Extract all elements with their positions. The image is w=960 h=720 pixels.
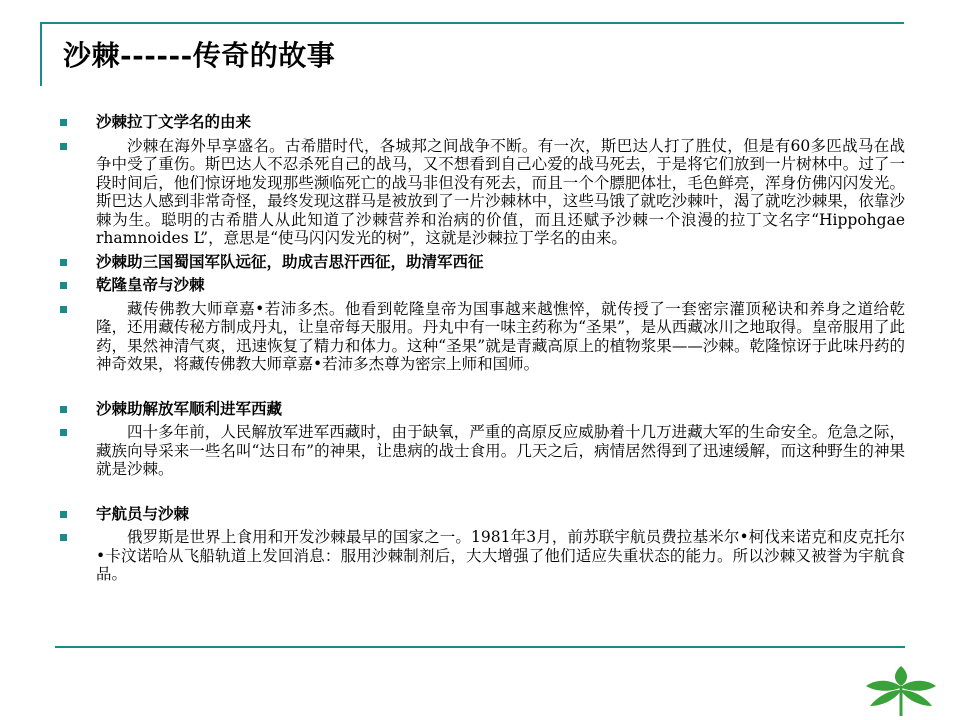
item-text: 沙棘助解放军顺利进军西藏 [96,398,283,418]
list-item [60,113,905,132]
list-item [60,423,905,479]
bullet-list [60,113,905,589]
square-bullet-icon [60,119,67,126]
item-text: 藏传佛教大师章嘉•若沛多杰。他看到乾隆皇帝为国事越来越憔悴，就传授了一套密宗灌顶秘诀和养身之道给乾隆，还用藏传秘方制成丹丸，让皇帝每天服用。丹丸中有一味主药称为“圣果”，是从西藏冰川之地取得。皇帝服用了此药，果然神清气爽，迅速恢复了精力和体力。这种“圣果”就是青藏高原上的植物浆果——沙棘。乾隆惊讶于此味丹药的神奇效果，将藏传佛教大师章嘉•若沛多杰尊为密宗上师和国师。 [96,299,905,373]
title-top-rule [40,22,904,24]
item-text: 宇航员与沙棘 [96,503,190,523]
square-bullet-icon [60,259,67,266]
item-text: 乾隆皇帝与沙棘 [96,275,205,294]
square-bullet-icon [60,282,67,289]
square-bullet-icon [60,306,67,313]
leaf-logo-icon [858,660,944,718]
title-left-rule [40,22,42,86]
list-item [60,253,905,272]
square-bullet-icon [60,511,67,518]
item-text: 四十多年前，人民解放军进军西藏时，由于缺氧，严重的高原反应威胁着十几万进藏大军的生命安全。危急之际，藏族向导采来一些名叫“达日布”的神果，让患病的战士食用。几天之后，病情居然得到了迅速缓解，而这种野生的神果就是沙棘。 [96,423,905,478]
list-item [60,300,905,374]
slide-title: 沙棘------传奇的故事 [63,39,336,72]
list-item [60,400,905,419]
square-bullet-icon [60,406,67,413]
square-bullet-icon [60,429,67,436]
item-text: 沙棘在海外早享盛名。古希腊时代，各城邦之间战争不断。有一次，斯巴达人打了胜仗，但是有60多匹战马在战争中受了重伤。斯巴达人不忍杀死自己的战马，又不想看到自己心爱的战马死去，于是将它们放到一片树林中。过了一段时间后，他们惊讶地发现那些濒临死亡的战马非但没有死去，而且一个个膘肥体壮，毛色鲜亮，浑身仿佛闪闪发光。斯巴达人感到非常奇怪，最终发现这群马是被放到了一片沙棘林中，这些马饿了就吃沙棘叶，渴了就吃沙棘果，依靠沙棘为生。聪明的古希腊人从此知道了沙棘营养和治病的价值，而且还赋予沙棘一个浪漫的拉丁文名字“Hippohgae rhamnoides L”，意思是“使马闪闪发光的树”，这就是沙棘拉丁学名的由来。 [96,136,905,247]
footer-rule [55,646,905,648]
square-bullet-icon [60,143,67,150]
list-item [60,505,905,524]
list-item [60,137,905,248]
square-bullet-icon [60,534,67,541]
item-text: 俄罗斯是世界上食用和开发沙棘最早的国家之一。1981年3月，前苏联宇航员费拉基米尔•柯伐来诺克和皮克托尔•卡汶诺哈从飞船轨道上发回消息：服用沙棘制剂后，大大增强了他们适应失重状态的能力。所以沙棘又被誉为宇航食品。 [96,528,905,583]
item-text: 沙棘助三国蜀国军队远征，助成吉思汗西征，助清军西征 [96,251,484,271]
list-item [60,528,905,584]
item-text: 沙棘拉丁文学名的由来 [96,112,252,131]
list-item [60,276,905,295]
